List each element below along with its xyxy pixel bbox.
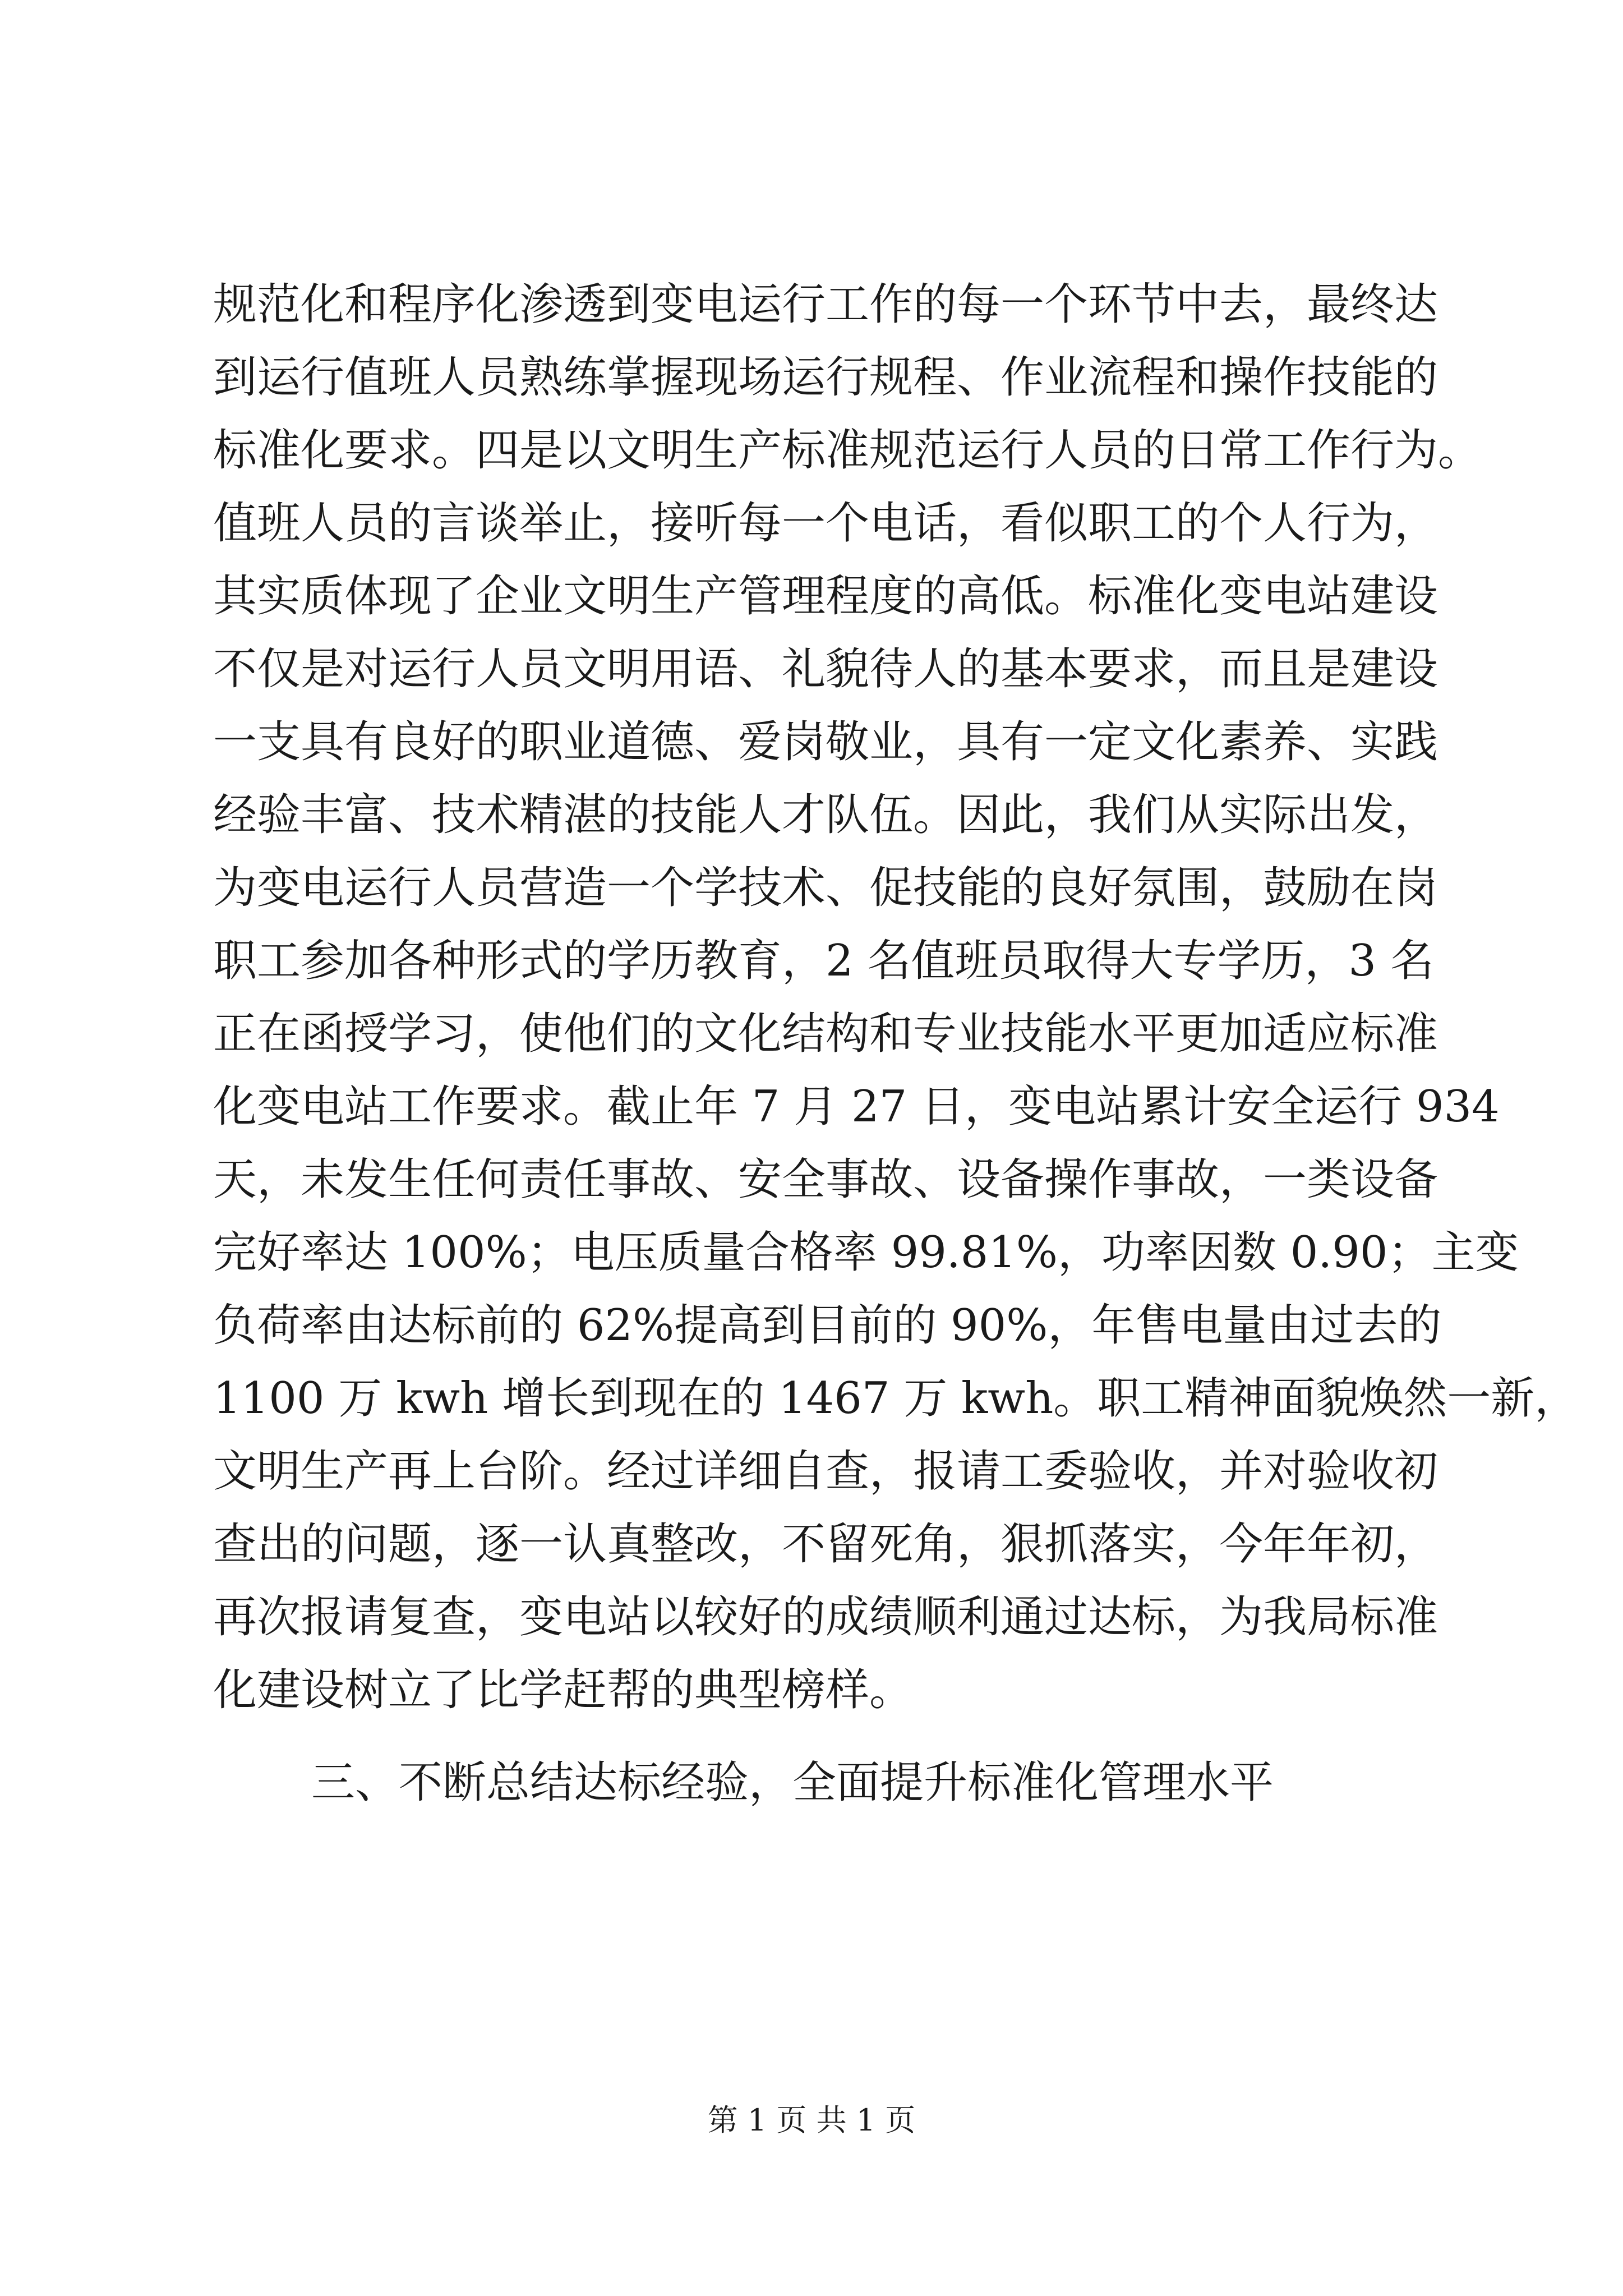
text-line: 查出的问题，逐一认真整改，不留死角，狠抓落实，今年年初，	[213, 1519, 1438, 1570]
text-line: 其实质体现了企业文明生产管理程度的高低。标准化变电站建设	[213, 571, 1438, 622]
text-line: 1100 万 kwh 增长到现在的 1467 万 kwh。职工精神面貌焕然一新，	[213, 1373, 1579, 1424]
text-line: 标准化要求。四是以文明生产标准规范运行人员的日常工作行为。	[213, 425, 1482, 476]
body-text	[213, 268, 1579, 1819]
text-line: 天，未发生任何责任事故、安全事故、设备操作事故，一类设备	[213, 1154, 1438, 1205]
text-line: 文明生产再上台阶。经过详细自查，报请工委验收，并对验收初	[213, 1446, 1438, 1497]
text-line: 完好率达 100%；电压质量合格率 99.81%，功率因数 0.90；主变	[213, 1227, 1519, 1278]
text-line: 化建设树立了比学赶帮的典型榜样。	[213, 1665, 914, 1715]
text-line: 值班人员的言谈举止，接听每一个电话，看似职工的个人行为，	[213, 498, 1438, 549]
text-line: 为变电运行人员营造一个学技术、促技能的良好氛围，鼓励在岗	[213, 863, 1438, 913]
text-line: 化变电站工作要求。截止年 7 月 27 日，变电站累计安全运行 934	[213, 1082, 1500, 1132]
text-line: 正在函授学习，使他们的文化结构和专业技能水平更加适应标准	[213, 1009, 1438, 1059]
text-line: 经验丰富、技术精湛的技能人才队伍。因此，我们从实际出发，	[213, 790, 1438, 840]
page-footer	[0, 2101, 1623, 2140]
section-heading: 三、不断总结达标经验，全面提升标准化管理水平	[311, 1757, 1274, 1808]
text-line: 到运行值班人员熟练掌握现场运行规程、作业流程和操作技能的	[213, 352, 1438, 403]
text-line: 不仅是对运行人员文明用语、礼貌待人的基本要求，而且是建设	[213, 644, 1438, 694]
text-line: 负荷率由达标前的 62%提高到目前的 90%，年售电量由过去的	[213, 1300, 1442, 1351]
text-line: 职工参加各种形式的学历教育，2 名值班员取得大专学历，3 名	[213, 936, 1434, 986]
text-line: 再次报请复查，变电站以较好的成绩顺利通过达标，为我局标准	[213, 1592, 1438, 1642]
text-line: 规范化和程序化渗透到变电运行工作的每一个环节中去，最终达	[213, 279, 1438, 330]
text-line: 一支具有良好的职业道德、爱岗敬业，具有一定文化素养、实践	[213, 717, 1438, 767]
page-number: 第 1 页 共 1 页	[707, 2102, 916, 2138]
